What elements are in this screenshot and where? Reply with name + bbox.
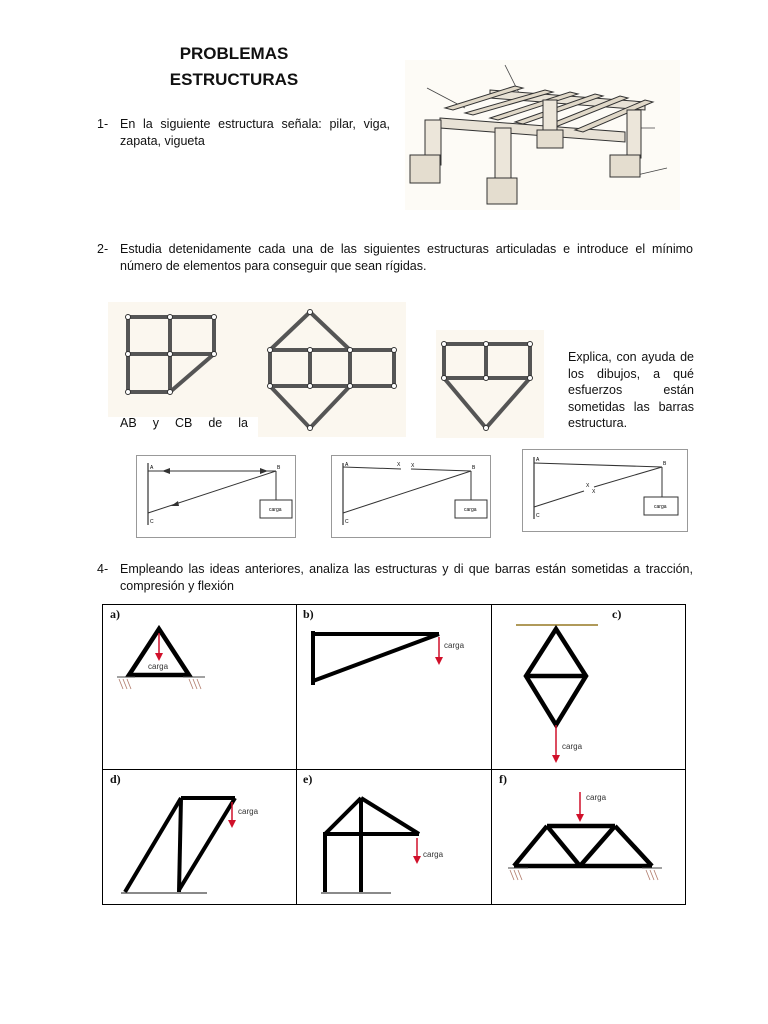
label-c: C bbox=[150, 519, 154, 525]
page-title bbox=[134, 44, 334, 90]
platform-structure-illustration bbox=[405, 60, 680, 210]
q3-side-line-3: esfuerzos están bbox=[568, 383, 694, 397]
q4-number: 4- bbox=[97, 562, 109, 576]
cell-label: c) bbox=[612, 607, 622, 621]
cell-label: d) bbox=[110, 772, 121, 786]
bracket-diagram-1 bbox=[136, 455, 296, 538]
q1-number: 1- bbox=[97, 117, 109, 131]
q3-side-line-2: los dibujos, a qué bbox=[568, 366, 694, 381]
cell-label: b) bbox=[303, 607, 314, 621]
label-b: B bbox=[663, 461, 667, 467]
label-x: X bbox=[586, 483, 590, 489]
structure-b bbox=[303, 619, 483, 699]
structure-e bbox=[311, 782, 471, 900]
cell-label: f) bbox=[499, 772, 507, 786]
grid-cell-a bbox=[103, 605, 297, 770]
title-line-1: PROBLEMAS bbox=[179, 44, 289, 63]
grid-cell-e bbox=[297, 770, 492, 904]
title-line-2: ESTRUCTURAS bbox=[169, 70, 299, 89]
q3-side-line-5: estructura. bbox=[568, 416, 628, 430]
load-label: carga bbox=[423, 850, 444, 859]
load-label: carga bbox=[586, 793, 607, 802]
articulated-structure-1 bbox=[108, 302, 258, 417]
load-label: carga bbox=[562, 742, 583, 751]
label-c: C bbox=[536, 513, 540, 519]
q3-inline-text: AB y CB de la bbox=[120, 416, 248, 430]
q2-number: 2- bbox=[97, 242, 109, 256]
structure-c bbox=[512, 619, 622, 769]
grid-cell-f bbox=[492, 770, 686, 904]
q1-text: En la siguiente estructura señala: pilar, viga, zapata, vigueta bbox=[120, 117, 390, 148]
label-c: C bbox=[345, 519, 349, 525]
articulated-structure-3 bbox=[436, 330, 544, 438]
q3-side-text bbox=[568, 349, 694, 432]
load-label: carga bbox=[238, 807, 259, 816]
bracket-diagram-2 bbox=[331, 455, 491, 538]
load-label: carga bbox=[444, 641, 465, 650]
structure-d bbox=[117, 782, 277, 900]
grid-cell-b bbox=[297, 605, 492, 770]
structures-grid bbox=[102, 604, 686, 905]
label-x: X bbox=[411, 463, 415, 469]
cell-label: e) bbox=[303, 772, 313, 786]
label-a: A bbox=[536, 457, 540, 463]
grid-cell-c bbox=[492, 605, 686, 770]
q2-text: Estudia detenidamente cada una de las siguientes estructuras articuladas e introduce el mínimo número de elementos para conseguir que sean rígidas. bbox=[120, 242, 693, 273]
cell-label: a) bbox=[110, 607, 120, 621]
load-label: carga bbox=[148, 662, 169, 671]
load-label: carga bbox=[654, 504, 667, 510]
label-x: X bbox=[397, 462, 401, 468]
structure-f bbox=[502, 782, 677, 900]
load-label: carga bbox=[464, 507, 477, 513]
q3-side-line-1: Explica, con ayuda de bbox=[568, 350, 694, 364]
label-b: B bbox=[472, 465, 476, 471]
articulated-structure-2 bbox=[258, 302, 406, 437]
load-label: carga bbox=[269, 507, 282, 513]
label-a: A bbox=[150, 465, 154, 471]
label-x: X bbox=[592, 489, 596, 495]
structure-a bbox=[115, 619, 225, 699]
label-a: A bbox=[345, 462, 349, 468]
q3-side-line-4: sometidas las barras bbox=[568, 399, 694, 414]
label-b: B bbox=[277, 465, 281, 471]
q4-text: Empleando las ideas anteriores, analiza las estructuras y di que barras están sometidas a tracción, compresión y flexión bbox=[120, 562, 693, 593]
bracket-diagram-3 bbox=[522, 449, 688, 532]
grid-cell-d bbox=[103, 770, 297, 904]
